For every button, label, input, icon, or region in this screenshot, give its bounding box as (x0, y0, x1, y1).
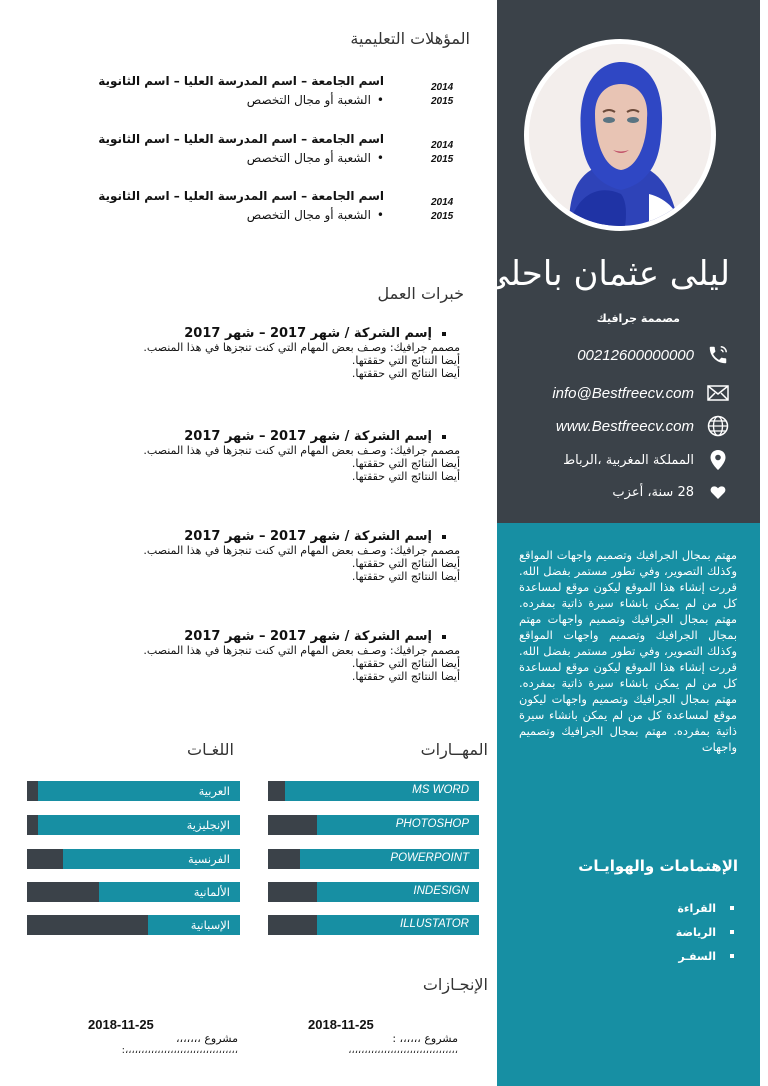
experience-result: أيضا النتائج التي حققتها. (351, 570, 460, 583)
globe-icon (706, 414, 730, 438)
skill-bar (268, 915, 479, 935)
education-field: • الشعبة أو مجال التخصص (247, 208, 384, 222)
language-label: الألمانية (193, 885, 230, 899)
hobby-item: القراءة (676, 896, 734, 920)
skill-label: MS WORD (412, 784, 469, 796)
language-bar (27, 849, 240, 869)
education-year-start: 2014 (431, 82, 454, 93)
language-bar (27, 781, 240, 801)
hobby-item: الرياضة (676, 920, 734, 944)
skill-bar-fill (268, 849, 300, 869)
sidebar (482, 0, 760, 1086)
contact-email (552, 381, 730, 405)
avatar-frame (524, 39, 716, 231)
skill-bar-fill (268, 781, 285, 801)
language-bar (27, 915, 240, 935)
location-pin-icon (706, 448, 730, 472)
education-school: اسم الجامعة – اسم المدرسة العليا – اسم الثانوية (98, 74, 384, 88)
skill-label: INDESIGN (413, 885, 469, 897)
language-bar-fill (27, 882, 99, 902)
envelope-icon (706, 381, 730, 405)
education-item (98, 189, 460, 249)
experience-item (120, 629, 460, 683)
achievement-item (88, 1017, 238, 1056)
language-bar-fill (27, 915, 148, 935)
contact-email-text: info@Bestfreecv.com (552, 384, 694, 402)
hobbies-title: الإهتمامات والهوايـات (578, 857, 738, 875)
experience-result: أيضا النتائج التي حققتها. (351, 670, 460, 683)
experience-result: أيضا النتائج التي حققتها. (351, 367, 460, 380)
language-bar-fill (27, 849, 63, 869)
contact-phone (577, 343, 730, 367)
profile-panel (482, 0, 760, 523)
language-label: الفرنسية (188, 852, 230, 866)
education-year-end: 2015 (431, 154, 454, 165)
skill-bar (268, 882, 479, 902)
education-year-start: 2014 (431, 197, 454, 208)
contact-status (612, 480, 730, 504)
experience-heading: إسم الشركة / شهر 2017 – شهر 2017 (120, 629, 460, 644)
skill-bar (268, 781, 479, 801)
experience-heading: إسم الشركة / شهر 2017 – شهر 2017 (120, 326, 460, 341)
contact-address-text: المملكة المغربية ،الرباط (563, 452, 694, 468)
experience-heading: إسم الشركة / شهر 2017 – شهر 2017 (120, 529, 460, 544)
skill-label: PHOTOSHOP (395, 818, 469, 830)
language-label: العربية (198, 784, 230, 798)
profile-job-title: مصممة جرافيك (596, 312, 680, 325)
language-bar-fill (27, 781, 38, 801)
experience-result: أيضا النتائج التي حققتها. (351, 657, 460, 670)
language-bar (27, 815, 240, 835)
experience-heading: إسم الشركة / شهر 2017 – شهر 2017 (120, 429, 460, 444)
skill-bar-fill (268, 915, 317, 935)
contact-website-text: www.Bestfreecv.com (555, 417, 694, 435)
contact-website (556, 414, 730, 438)
experience-item (120, 529, 460, 583)
skill-label: POWERPOINT (390, 852, 469, 864)
about-panel (497, 523, 760, 1086)
skill-bar-fill (268, 882, 317, 902)
language-label: الإسبانية (190, 918, 230, 932)
education-field: • الشعبة أو مجال التخصص (247, 93, 384, 107)
skill-bar (268, 815, 479, 835)
language-label: الإنجليزية (186, 818, 230, 832)
achievements-title: الإنجـازات (422, 975, 488, 994)
hobby-item: السفـر (676, 944, 734, 968)
experience-item (120, 326, 460, 380)
experience-result: أيضا النتائج التي حققتها. (351, 470, 460, 483)
achievement-project: مشروع ،،،،،، : (392, 1032, 458, 1045)
education-year-end: 2015 (431, 211, 454, 222)
contact-phone-text: 00212600000000 (577, 346, 694, 364)
education-year-end: 2015 (431, 96, 454, 107)
heart-icon (706, 480, 730, 504)
avatar-illustration (529, 44, 711, 226)
achievement-item (308, 1017, 458, 1056)
achievement-date: 2018-11-25 (88, 1017, 154, 1032)
avatar (529, 44, 711, 226)
skill-bar-fill (268, 815, 317, 835)
profile-name: ليلى عثمان باحلى (482, 254, 730, 294)
contact-status-text: 28 سنة، أعزب (612, 484, 694, 500)
achievement-date: 2018-11-25 (308, 1017, 374, 1032)
skills-title: المهــارات (420, 740, 488, 759)
experience-title: خبرات العمل (377, 284, 464, 303)
experience-description: مصمم جرافيك: وصـف بعض المهام التي كنت تنجزها في هذا المنصب. (143, 644, 460, 657)
experience-description: مصمم جرافيك: وصـف بعض المهام التي كنت تنجزها في هذا المنصب. (143, 341, 460, 354)
experience-result: أيضا النتائج التي حققتها. (351, 354, 460, 367)
experience-item (120, 429, 460, 483)
experience-result: أيضا النتائج التي حققتها. (351, 457, 460, 470)
skill-label: ILLUSTATOR (399, 918, 469, 930)
achievement-project: مشروع ،،،،،،، (176, 1032, 238, 1045)
achievement-description: ،،،،،،،،،،،،،،،،،،،،،،،،،،،،،،،،،،،: (121, 1045, 238, 1056)
achievement-description: ،،،،،،،،،،،،،،،،،،،،،،،،،،،،،،،،،، (348, 1045, 458, 1056)
contact-address (563, 448, 730, 472)
education-item (98, 132, 460, 192)
education-title: المؤهلات التعليمية (350, 29, 470, 48)
languages-title: اللغـات (187, 740, 234, 759)
phone-icon (706, 343, 730, 367)
education-school: اسم الجامعة – اسم المدرسة العليا – اسم الثانوية (98, 189, 384, 203)
language-bar (27, 882, 240, 902)
experience-result: أيضا النتائج التي حققتها. (351, 557, 460, 570)
experience-description: مصمم جرافيك: وصـف بعض المهام التي كنت تنجزها في هذا المنصب. (143, 544, 460, 557)
about-text: مهتم بمجال الجرافيك وتصميم واجهات المواقع وكذلك التصوير، وفي تطور مستمر بفضل الله. قررت إنشاء هذا الموقع ليكون موقع لمساعدة كل من لم يمكن بانشاء سيرة ذاتية بمفرده. مهتم بمجال الجرافيك وتصميم واجهات مهتم بمجال الجرافيك وتصميم واجهات المواقع وكذلك التصوير، وفي تطور مستمر بفضل الله. قررت إنشاء هذا الموقع ليكون موقع لمساعدة كل من لم يمكن بانشاء سيرة ذاتية بمفرده. مهتم بمجال الجرافيك وتصميم واجهات ليكون موقع لمساعدة كل من لم يمكن بانشاء سيرة ذاتية بمفرده. مهتم بمجال الجرافيك وتصميم واجهات (519, 548, 737, 754)
hobbies-list (676, 896, 734, 968)
skill-bar (268, 849, 479, 869)
education-field: • الشعبة أو مجال التخصص (247, 151, 384, 165)
language-bar-fill (27, 815, 38, 835)
education-year-start: 2014 (431, 140, 454, 151)
experience-description: مصمم جرافيك: وصـف بعض المهام التي كنت تنجزها في هذا المنصب. (143, 444, 460, 457)
education-item (98, 74, 460, 134)
education-school: اسم الجامعة – اسم المدرسة العليا – اسم الثانوية (98, 132, 384, 146)
